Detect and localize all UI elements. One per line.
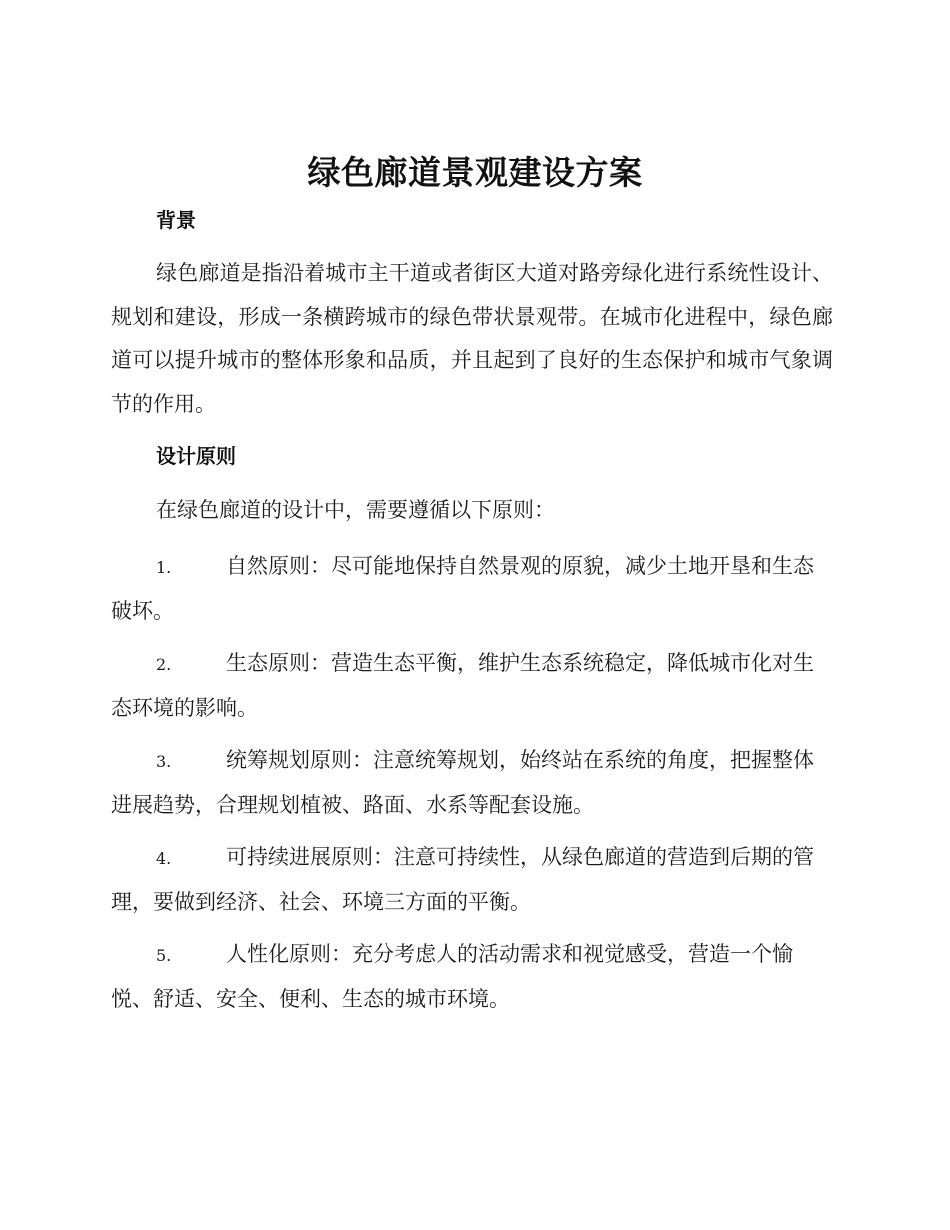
- list-item-text: 统筹规划原则：注意统筹规划，始终站在系统的角度，把握整体进展趋势，合理规划植被、路面、水系等配套设施。: [111, 748, 814, 817]
- list-item-text: 人性化原则：充分考虑人的活动需求和视觉感受，营造一个愉悦、舒适、安全、便利、生态的城市环境。: [111, 942, 793, 1011]
- list-item-number: 3.: [156, 752, 172, 771]
- list-item-number: 2.: [156, 655, 172, 674]
- list-item-text: 生态原则：营造生态平衡，维护生态系统稳定，降低城市化对生态环境的影响。: [111, 651, 814, 720]
- list-item-number: 1.: [156, 558, 172, 577]
- list-item-number: 4.: [156, 849, 172, 868]
- list-item: [111, 642, 833, 730]
- section-heading-background: 背景: [156, 208, 196, 232]
- section-heading-design-principles: 设计原则: [156, 444, 236, 468]
- list-item: [111, 545, 833, 633]
- background-paragraph: 绿色廊道是指沿着城市主干道或者街区大道对路旁绿化进行系统性设计、规划和建设，形成一条横跨城市的绿色带状景观带。在城市化进程中，绿色廊道可以提升城市的整体形象和品质，并且起到了良好的生态保护和城市气象调节的作用。: [111, 261, 833, 416]
- list-item: [111, 836, 833, 924]
- list-item-text: 自然原则：尽可能地保持自然景观的原貌，减少土地开垦和生态破坏。: [111, 554, 814, 623]
- design-principles-intro: 在绿色廊道的设计中，需要遵循以下原则：: [156, 498, 555, 522]
- list-item-text: 可持续进展原则：注意可持续性，从绿色廊道的营造到后期的管理，要做到经济、社会、环境三方面的平衡。: [111, 845, 814, 914]
- list-item: [111, 739, 833, 827]
- list-item: [111, 933, 833, 1021]
- list-item-number: 5.: [156, 946, 172, 965]
- document-title: 绿色廊道景观建设方案: [307, 153, 643, 192]
